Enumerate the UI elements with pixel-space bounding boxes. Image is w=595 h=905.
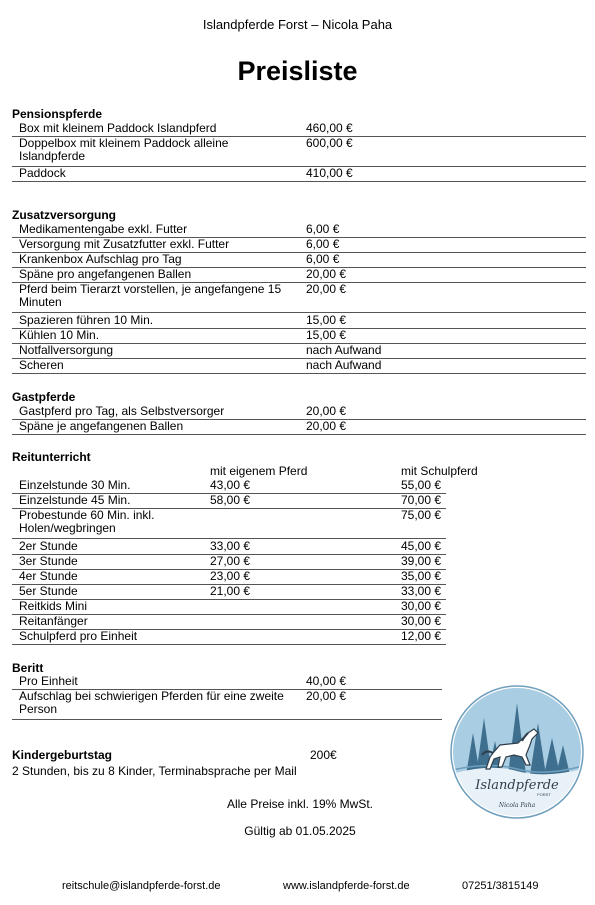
price-school: 70,00 €	[401, 493, 442, 507]
price-school: 45,00 €	[401, 539, 442, 553]
row-label: Kühlen 10 Min.	[19, 328, 100, 342]
row-price: 15,00 €	[306, 328, 347, 342]
row-label: Gastpferd pro Tag, als Selbstversorger	[19, 404, 225, 418]
price-school: 30,00 €	[401, 614, 442, 628]
row-label: Probestunde 60 Min. inkl. Holen/wegbringen	[19, 508, 155, 535]
kinder-price: 200€	[310, 748, 337, 762]
table-row	[12, 167, 586, 182]
row-label: 2er Stunde	[19, 539, 78, 553]
row-label: Krankenbox Aufschlag pro Tag	[19, 252, 182, 266]
footer-email[interactable]: reitschule@islandpferde-forst.de	[62, 880, 221, 892]
table-row	[12, 344, 586, 359]
row-price: 600,00 €	[306, 136, 353, 150]
row-price: 410,00 €	[306, 166, 353, 180]
table-row	[12, 137, 586, 167]
section-title-zusatz: Zusatzversorgung	[12, 208, 117, 222]
row-price: 20,00 €	[306, 267, 347, 281]
row-label: Reitanfänger	[19, 614, 88, 628]
section-title-beritt: Beritt	[12, 661, 44, 675]
row-label: Späne je angefangenen Ballen	[19, 419, 184, 433]
price-own: 21,00 €	[210, 584, 251, 598]
table-row	[12, 585, 446, 600]
company-header: Islandpferde Forst – Nicola Paha	[202, 17, 393, 32]
table-row	[12, 405, 586, 420]
row-label: Pferd beim Tierarzt vorstellen, je angefangene 15 Minuten	[19, 282, 282, 309]
table-row	[12, 238, 586, 253]
row-label: 3er Stunde	[19, 554, 78, 568]
kinder-description: 2 Stunden, bis zu 8 Kinder, Terminabsprache per Mail	[12, 764, 297, 778]
row-label: Box mit kleinem Paddock Islandpferd	[19, 121, 217, 135]
table-row	[12, 494, 446, 509]
logo-signature: Nicola Paha	[498, 802, 536, 809]
row-price: 20,00 €	[306, 282, 347, 296]
table-row	[12, 570, 446, 585]
price-school: 75,00 €	[401, 508, 442, 522]
table-row	[12, 630, 446, 645]
price-school: 33,00 €	[401, 584, 442, 598]
table-row	[12, 675, 442, 690]
table-row	[12, 615, 446, 630]
row-label: Aufschlag bei schwierigen Pferden für eine zweite Person	[19, 689, 284, 716]
row-label: Medikamentengabe exkl. Futter	[19, 222, 188, 236]
section-title-kinder: Kindergeburtstag	[12, 748, 113, 762]
row-label: Notfallversorgung	[19, 343, 114, 357]
row-label: Pro Einheit	[19, 674, 78, 688]
table-row	[12, 329, 586, 344]
logo-name: Islandpferde	[475, 778, 559, 793]
footer-website[interactable]: www.islandpferde-forst.de	[283, 880, 410, 892]
table-row	[12, 509, 446, 539]
table-row	[12, 479, 446, 494]
table-row	[12, 122, 586, 137]
table-row	[12, 555, 446, 570]
table-row	[12, 600, 446, 615]
price-school: 35,00 €	[401, 569, 442, 583]
row-price: 20,00 €	[306, 404, 347, 418]
table-row	[12, 283, 586, 313]
table-row	[12, 268, 586, 283]
price-own: 33,00 €	[210, 539, 251, 553]
row-label: Späne pro angefangenen Ballen	[19, 267, 192, 281]
price-school: 12,00 €	[401, 629, 442, 643]
row-price: 20,00 €	[306, 419, 347, 433]
table-row	[12, 314, 586, 329]
row-label: Reitkids Mini	[19, 599, 88, 613]
row-label: Doppelbox mit kleinem Paddock alleine Islandpferde	[19, 136, 229, 163]
section-title-pension: Pensionspferde	[12, 107, 103, 121]
row-label: 4er Stunde	[19, 569, 78, 583]
table-row	[12, 540, 446, 555]
table-row	[12, 690, 442, 720]
row-price: 6,00 €	[306, 237, 340, 251]
row-label: Spazieren führen 10 Min.	[19, 313, 154, 327]
price-own: 27,00 €	[210, 554, 251, 568]
table-row	[12, 253, 586, 268]
valid-note: Gültig ab 01.05.2025	[244, 824, 356, 838]
column-header-school: mit Schulpferd	[401, 464, 478, 478]
row-price: 20,00 €	[306, 689, 347, 703]
price-own: 23,00 €	[210, 569, 251, 583]
row-label: 5er Stunde	[19, 584, 78, 598]
row-price: nach Aufwand	[306, 343, 382, 357]
row-price: nach Aufwand	[306, 358, 382, 372]
table-row	[12, 420, 586, 435]
row-label: Paddock	[19, 166, 66, 180]
footer-phone: 07251/3815149	[462, 880, 539, 892]
row-price: 460,00 €	[306, 121, 353, 135]
row-label: Scheren	[19, 358, 64, 372]
section-title-gast: Gastpferde	[12, 390, 76, 404]
logo	[448, 683, 586, 821]
table-row	[12, 359, 586, 374]
section-title-reit: Reitunterricht	[12, 450, 91, 464]
price-own: 43,00 €	[210, 478, 251, 492]
row-price: 40,00 €	[306, 674, 347, 688]
tax-note: Alle Preise inkl. 19% MwSt.	[226, 797, 374, 811]
price-own: 58,00 €	[210, 493, 251, 507]
page-title: Preisliste	[237, 56, 358, 86]
row-label: Einzelstunde 30 Min.	[19, 478, 131, 492]
column-header-own: mit eigenem Pferd	[210, 464, 308, 478]
logo-sub: FORST	[537, 792, 551, 797]
row-price: 6,00 €	[306, 222, 340, 236]
row-price: 6,00 €	[306, 252, 340, 266]
price-school: 55,00 €	[401, 478, 442, 492]
row-label: Einzelstunde 45 Min.	[19, 493, 131, 507]
row-label: Schulpferd pro Einheit	[19, 629, 138, 643]
row-price: 15,00 €	[306, 313, 347, 327]
price-school: 30,00 €	[401, 599, 442, 613]
table-row	[12, 223, 586, 238]
price-school: 39,00 €	[401, 554, 442, 568]
row-label: Versorgung mit Zusatzfutter exkl. Futter	[19, 237, 230, 251]
